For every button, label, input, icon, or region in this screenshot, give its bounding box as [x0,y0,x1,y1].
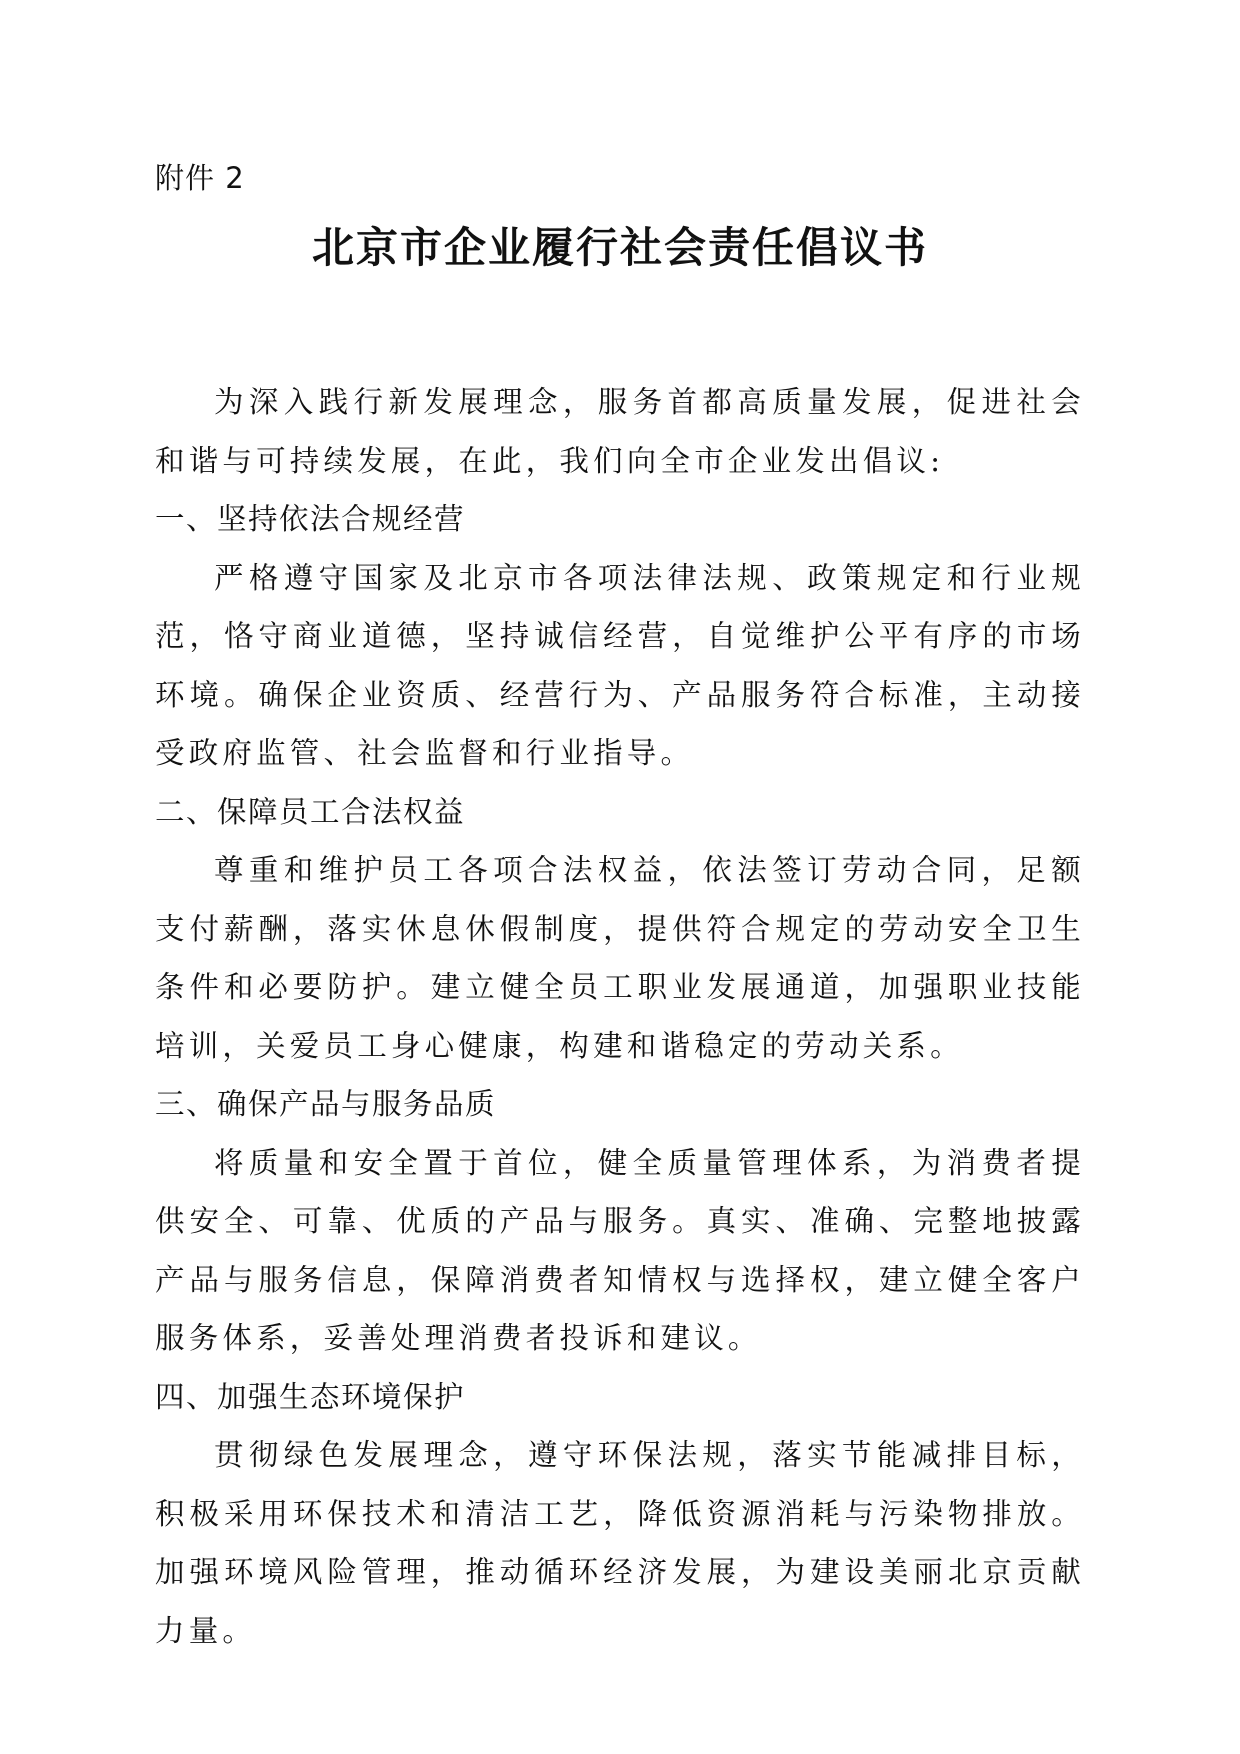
section-paragraph-2: 尊重和维护员工各项合法权益，依法签订劳动合同，足额支付薪酬，落实休息休假制度，提供符合规定的劳动安全卫生条件和必要防护。建立健全员工职业发展通道，加强职业技能培训，关爱员工身心健康，构建和谐稳定的劳动关系。 [155,853,1085,1063]
document-body [155,373,1085,1660]
attachment-label: 附件 2 [155,161,245,195]
section-heading-3: 三、确保产品与服务品质 [155,1087,497,1121]
section-paragraph-1: 严格遵守国家及北京市各项法律法规、政策规定和行业规范，恪守商业道德，坚持诚信经营，自觉维护公平有序的市场环境。确保企业资质、经营行为、产品服务符合标准，主动接受政府监管、社会监督和行业指导。 [155,560,1085,770]
section-heading-4: 四、加强生态环境保护 [155,1379,466,1414]
intro-paragraph: 为深入践行新发展理念，服务首都高质量发展，促进社会和谐与可持续发展，在此，我们向全市企业发出倡议: [155,385,1085,478]
document-title: 北京市企业履行社会责任倡议书 [311,223,928,272]
section-heading-2: 二、保障员工合法权益 [155,794,466,829]
section-heading-1: 一、坚持依法合规经营 [155,502,466,536]
section-paragraph-4: 贯彻绿色发展理念，遵守环保法规，落实节能减排目标，积极采用环保技术和清洁工艺，降低资源消耗与污染物排放。加强环境风险管理，推动循环经济发展，为建设美丽北京贡献力量。 [155,1438,1085,1648]
section-paragraph-3: 将质量和安全置于首位，健全质量管理体系，为消费者提供安全、可靠、优质的产品与服务。真实、准确、完整地披露产品与服务信息，保障消费者知情权与选择权，建立健全客户服务体系，妥善处理消费者投诉和建议。 [155,1145,1085,1355]
